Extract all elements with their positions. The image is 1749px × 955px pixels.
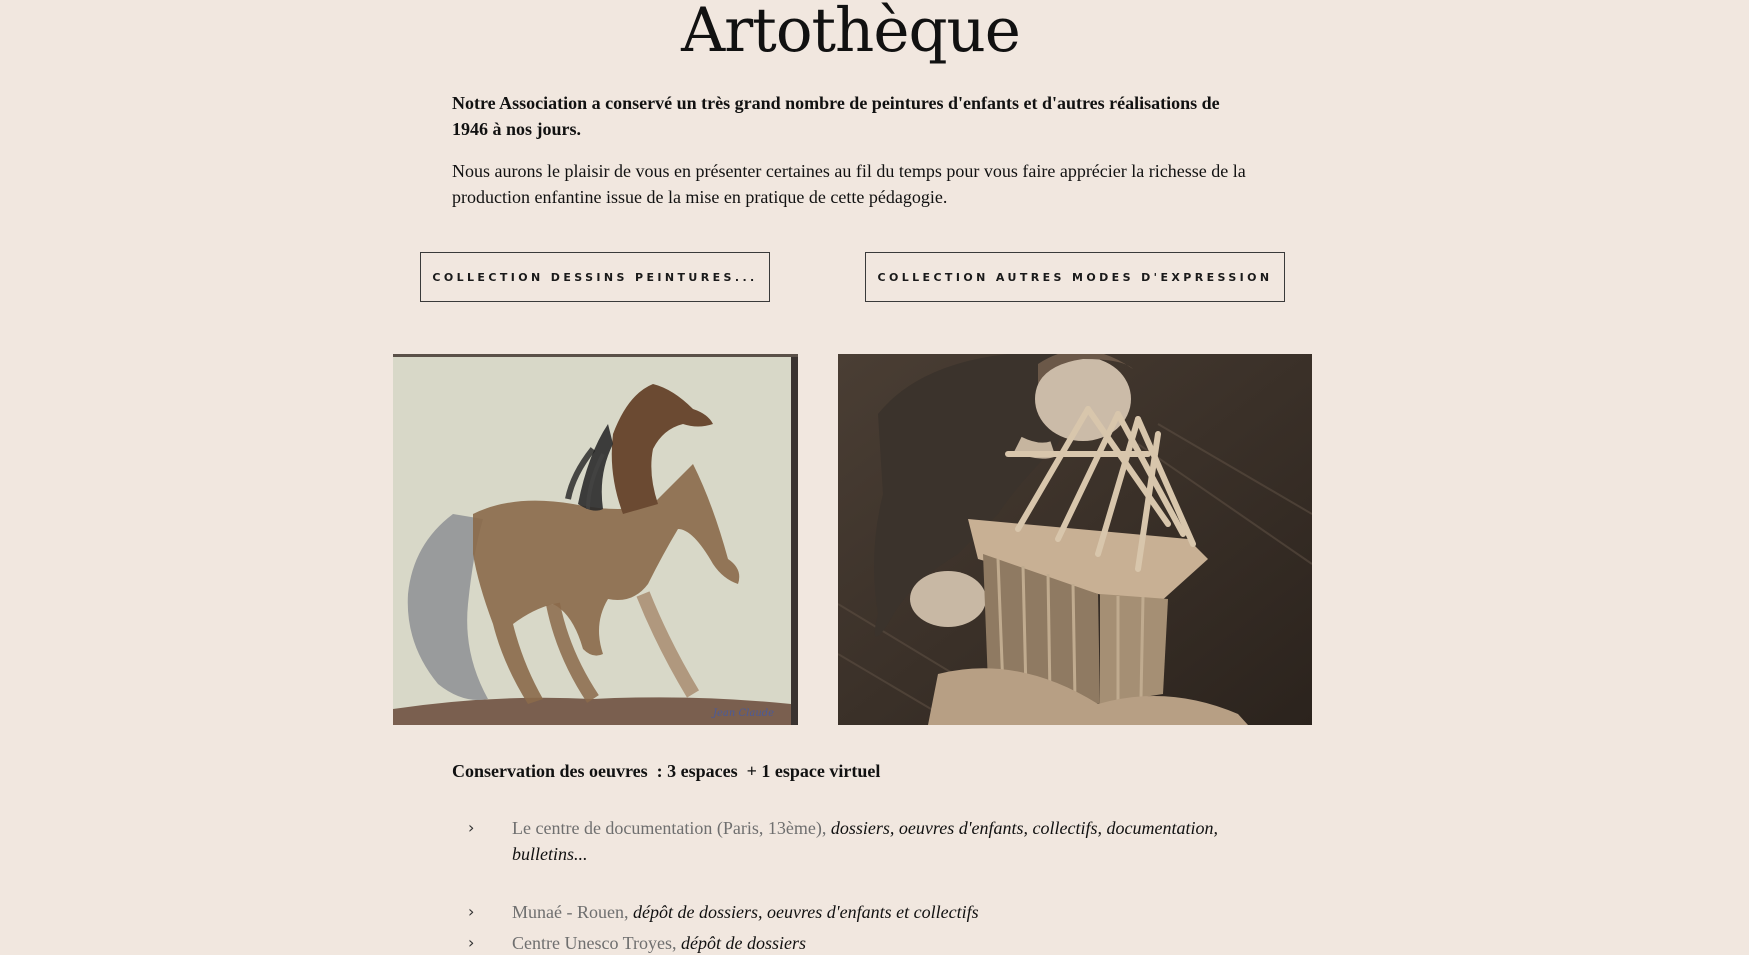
list-item-description: dépôt de dossiers bbox=[681, 933, 806, 953]
intro-paragraph: Nous aurons le plaisir de vous en présenter certaines au fil du temps pour vous faire apprécier la richesse de la production enfantine issue de la mise en pratique de cette pédagogie. bbox=[452, 161, 1246, 207]
list-item-place: Munaé - Rouen, bbox=[512, 902, 633, 922]
collection-other-expression-button[interactable]: COLLECTION AUTRES MODES D'EXPRESSION bbox=[865, 252, 1285, 302]
chevron-right-icon: › bbox=[468, 902, 475, 921]
svg-text:Jean Claude: Jean Claude bbox=[713, 708, 775, 719]
horse-painting-illustration bbox=[393, 354, 798, 725]
list-item-description: dossiers, oeuvres d'enfants, collectifs, documentation, bulletins... bbox=[512, 818, 1219, 864]
chevron-right-icon: › bbox=[468, 818, 475, 837]
collection-paintings-button[interactable]: COLLECTION DESSINS PEINTURES... bbox=[420, 252, 770, 302]
intro-bold-paragraph: Notre Association a conservé un très grand nombre de peintures d'enfants et d'autres réalisations de 1946 à nos jours. bbox=[452, 93, 1220, 139]
page-title: Artothèque bbox=[681, 0, 1020, 66]
list-item-description: dépôt de dossiers, oeuvres d'enfants et collectifs bbox=[632, 902, 979, 922]
conservation-heading: Conservation des oeuvres : 3 espaces + 1 espace virtuel bbox=[452, 761, 881, 781]
list-item-place: Centre Unesco Troyes, bbox=[512, 933, 681, 953]
horse-painting-image[interactable] bbox=[393, 354, 798, 725]
child-building-model-illustration bbox=[838, 354, 1312, 725]
chevron-right-icon: › bbox=[468, 933, 475, 952]
child-building-model-photo[interactable] bbox=[838, 354, 1312, 725]
list-item-place: Le centre de documentation (Paris, 13ème), bbox=[512, 818, 831, 838]
